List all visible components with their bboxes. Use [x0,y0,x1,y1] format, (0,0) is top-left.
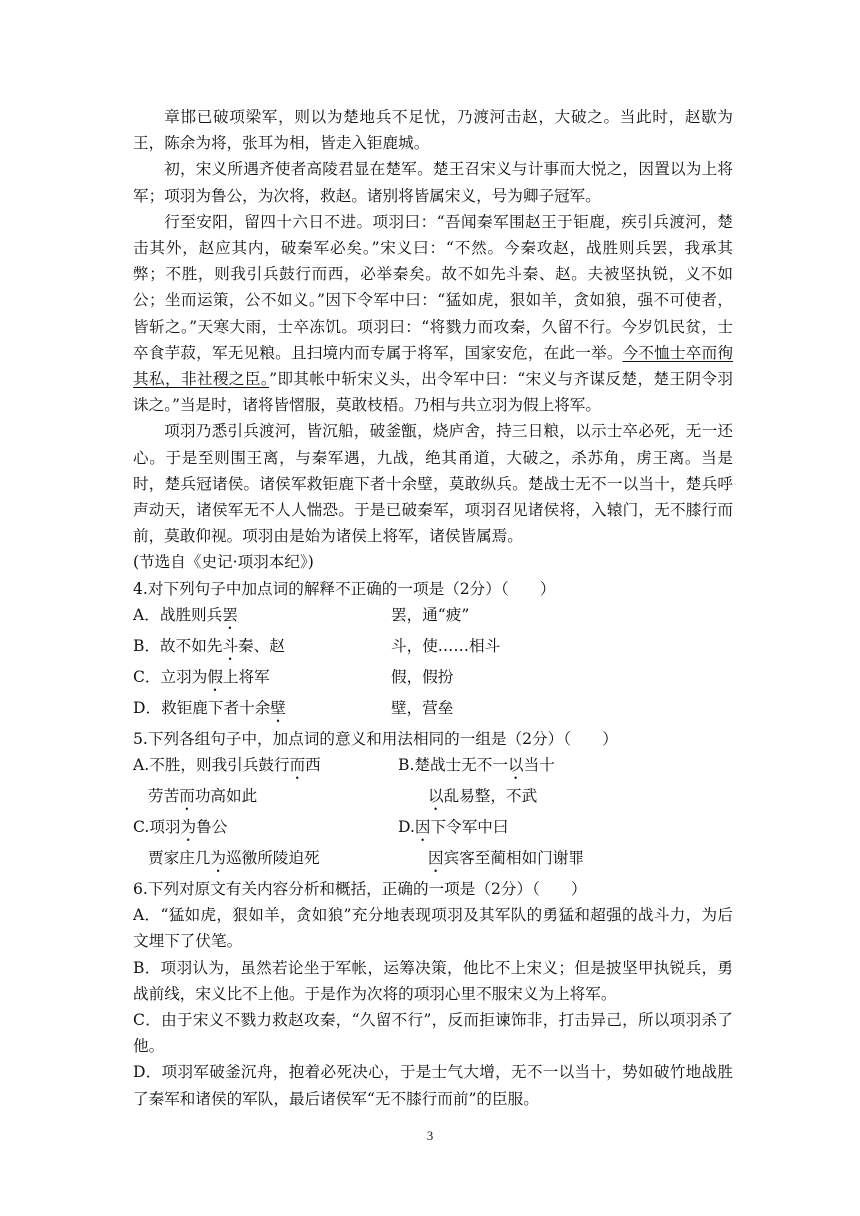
option-gloss: 罢，通“疲” [391,605,470,624]
question-5-stem: 5.下列各组句子中，加点词的意义和用法相同的一组是（2分）（ ） [133,729,618,748]
question-4-option-c [133,664,733,695]
question-4-stem: 4.对下列句子中加点词的解释不正确的一项是（2分）（ ） [133,579,556,598]
option-right: 因宾客至蔺相如门谢罪 [428,849,584,868]
dotted-word: 为 [180,818,197,837]
passage-paragraph-4: 项羽乃悉引兵渡河，皆沉船，破釜甑，烧庐舍，持三日粮，以示士卒必死，无一还心。于是至则围王离，与秦军遇，九战，绝其甬道，大破之，杀苏角，虏王离。当是时，楚兵冠诸侯。诸侯军救钜鹿下者十余壁，莫敢纵兵。楚战士无不一以当十，楚兵呼声动天，诸侯军无不人人惴恐。于是已破秦军，项羽召见诸侯将，入辕门，无不膝行而前，莫敢仰视。项羽由是始为诸侯上将军，诸侯皆属焉。 [133,422,733,546]
passage-source: (节选自《史记·项羽本纪》) [133,553,314,572]
dotted-word: 以 [507,756,524,775]
underlined-sentence: 今不恤士卒而徇其私，非社稷之臣。 [133,343,733,389]
option-sentence: D．救钜鹿下者十余壁 [133,698,286,717]
question-6-option-c: C．由于宋义不戮力救赵攻秦，“久留不行”，反而拒谏饰非，打击异己，所以项羽杀了他。 [133,1011,733,1056]
question-5-row-4 [133,845,733,876]
dotted-word: 因 [428,849,444,868]
question-6-option-d: D．项羽军破釜沉舟，抱着必死决心，于是士气大增，无不一以当十，势如破竹地战胜了秦军和诸侯的军队，最后诸侯军“无不膝行而前”的臣服。 [133,1063,733,1108]
option-left: 贾家庄几为巡徼所陵迫死 [148,849,320,868]
passage-paragraph-3-text-a: 行至安阳，留四十六日不进。项羽曰：“吾闻秦军围赵王于钜鹿，疾引兵渡河，楚击其外，赵应其内，破秦军必矣。”宋义曰：“不然。今秦攻赵，战胜则兵罢，我承其弊；不胜，则我引兵鼓行而西，必举秦矣。故不如先斗秦、赵。夫被坚执锐，义不如公；坐而运策，公不如义。”因下令军中曰：“猛如虎，狠如羊，贪如狼，强不可使者，皆斩之。”天寒大雨，士卒冻饥。项羽曰：“将戮力而攻秦，久留不行。今岁饥民贫，士卒食芋菽，军无见粮。且扫境内而专属于将军，国家安危，在此一举。 [133,212,733,362]
option-gloss: 假，假扮 [391,667,454,686]
page-number: 3 [426,1128,434,1143]
exam-content [133,104,733,1112]
dotted-word: 而 [289,756,306,775]
question-4-option-a [133,602,733,633]
question-5-row-1 [133,752,733,783]
dotted-word: 罢 [222,605,238,624]
option-left: A.不胜，则我引兵鼓行而西 [133,756,321,775]
dotted-word: 斗 [222,636,239,655]
dotted-word: 而 [179,787,195,806]
passage-paragraph-3-text-b: ”即其帐中斩宋义头，出令军中曰：“宋义与齐谋反楚，楚王阴令羽诛之。”当是时，诸将皆慴服，莫敢枝梧。乃相与共立羽为假上将军。 [133,370,733,415]
dotted-word: 假 [207,667,223,686]
question-6-option-a: A．“猛如虎，狠如羊，贪如狼”充分地表现项羽及其军队的勇猛和超强的战斗力，为后文埋下了伏笔。 [133,906,733,951]
option-right: D.因下令军中曰 [398,818,509,837]
question-6-option-b: B．项羽认为，虽然若论坐于军帐，运筹决策，他比不上宋义；但是披坚甲执锐兵，勇战前线，宋义比不上他。于是作为次将的项羽心里不服宋义为上将军。 [133,958,733,1003]
option-left: C.项羽为鲁公 [133,818,228,837]
option-sentence: C．立羽为假上将军 [133,667,270,686]
question-5-row-3 [133,814,733,845]
option-gloss: 斗，使……相斗 [391,636,501,655]
option-sentence: B．故不如先斗秦、赵 [133,636,285,655]
dotted-word: 因 [414,818,431,837]
passage-paragraph-1: 章邯已破项梁军，则以为楚地兵不足忧，乃渡河击赵，大破之。当此时，赵歇为王，陈余为将，张耳为相，皆走入钜鹿城。 [133,108,733,153]
option-sentence: A．战胜则兵罢 [133,605,238,624]
question-6-stem: 6.下列对原文有关内容分析和概括，正确的一项是（2分）（ ） [133,880,587,899]
dotted-word: 以 [428,787,444,806]
question-4-option-d [133,695,733,726]
dotted-word: 为 [210,849,226,868]
passage-paragraph-3 [133,209,733,419]
option-gloss: 壁，营垒 [391,698,454,717]
option-left: 劳苦而功高如此 [148,787,258,806]
option-right: B.楚战士无不一以当十 [398,756,555,775]
option-right: 以乱易整，不武 [428,787,538,806]
passage-paragraph-2: 初，宋义所遇齐使者高陵君显在楚军。楚王召宋义与计事而大悦之，因置以为上将军；项羽为鲁公，为次将，救赵。诸别将皆属宋义，号为卿子冠军。 [133,160,733,205]
question-5-row-2 [133,783,733,814]
dotted-word: 壁 [270,698,286,717]
question-4-option-b [133,633,733,664]
